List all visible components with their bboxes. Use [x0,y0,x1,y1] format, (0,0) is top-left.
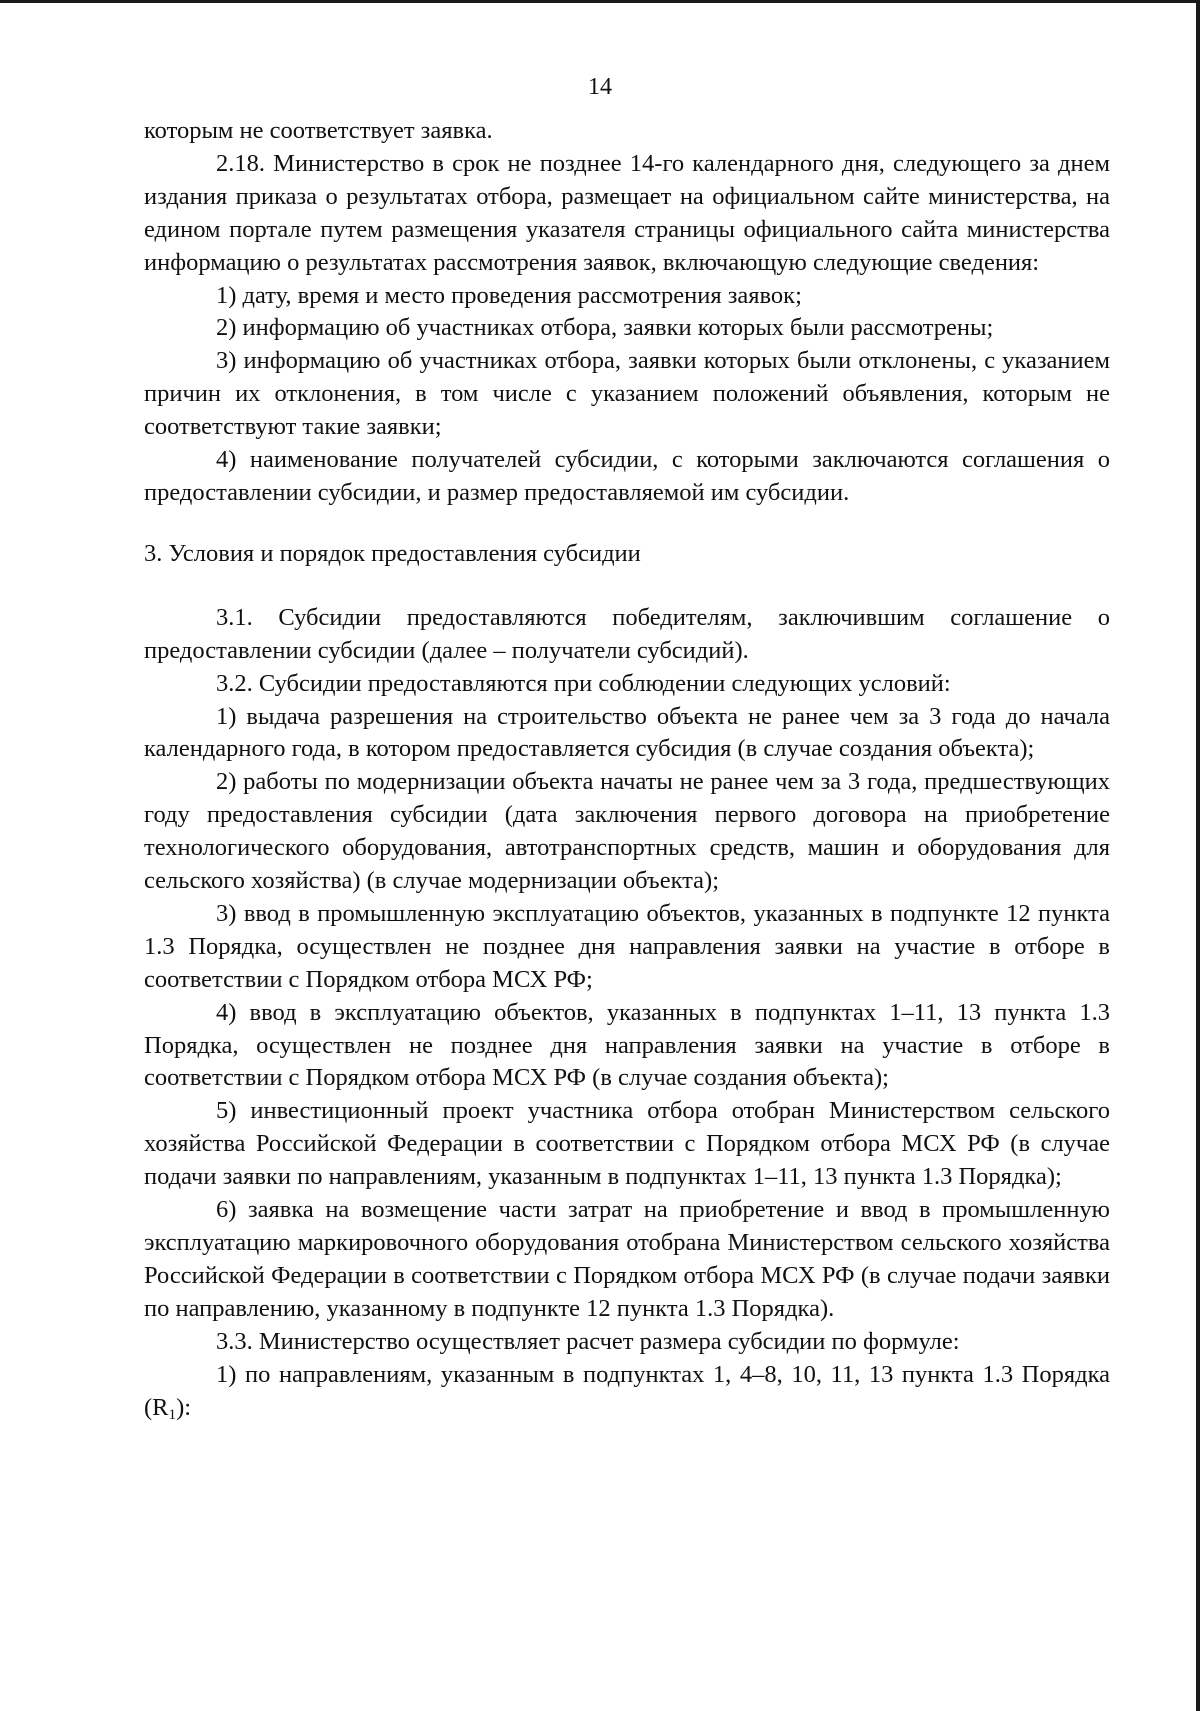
scan-border-right [1196,0,1200,1711]
list-item-2-18-2: 2) информацию об участниках отбора, заявки которых были рассмотрены; [216,314,994,342]
list-item-2-18-4: 4) наименование получателей субсидии, с которыми заключаются соглашения о предоставлении субсидии, и размер предоставляемой им субсидии. [144,446,1110,506]
paragraph-3-3: 3.3. Министерство осуществляет расчет размера субсидии по формуле: [216,1327,960,1355]
paragraph-3-2: 3.2. Субсидии предоставляются при соблюдении следующих условий: [216,669,951,697]
paragraph-continuation: которым не соответствует заявка. [144,117,493,144]
list-item-3-2-6: 6) заявка на возмещение части затрат на приобретение и ввод в промышленную эксплуатацию маркировочного оборудования отобрана Министерством сельского хозяйства Российской Федерации в соответствии с Порядком отбора МСХ РФ (в случае подачи заявки по направлению, указанному в подпункте 12 пункта 1.3 Порядка). [144,1196,1110,1322]
list-item-2-18-3: 3) информацию об участниках отбора, заявки которых были отклонены, с указанием причин их отклонения, в том числе с указанием положений объявления, которым не соответствуют такие заявки; [144,347,1110,441]
list-item-3-3-1-text: 1) по направлениям, указанным в подпунктах 1, 4–8, 10, 11, 13 пункта 1.3 Порядка (R [144,1360,1110,1421]
list-item-3-2-1: 1) выдача разрешения на строительство объекта не ранее чем за 3 года до начала календарного года, в котором предоставляется субсидия (в случае создания объекта); [144,702,1110,763]
list-item-3-3-1-tail: ): [176,1393,192,1421]
list-item-3-2-4: 4) ввод в эксплуатацию объектов, указанных в подпунктах 1–11, 13 пункта 1.3 Порядка, осуществлен не позднее дня направления заявки на участие в отборе в соответствии с Порядком отбора МСХ РФ (в случае создания объекта); [144,998,1110,1092]
section-heading-3: 3. Условия и порядок предоставления субсидии [144,539,641,567]
list-item-3-2-5: 5) инвестиционный проект участника отбора отобран Министерством сельского хозяйства Российской Федерации в соответствии с Порядком отбора МСХ РФ (в случае подачи заявки по направлениям, указанным в подпунктах 1–11, 13 пункта 1.3 Порядка); [144,1097,1110,1191]
paragraph-2-18: 2.18. Министерство в срок не позднее 14-го календарного дня, следующего за днем издания приказа о результатах отбора, размещает на официальном сайте министерства, на едином портале путем размещения указателя страницы официального сайта министерства информацию о результатах рассмотрения заявок, включающую следующие сведения: [144,149,1110,276]
subscript-index: 1 [168,1405,177,1423]
list-item-3-2-3: 3) ввод в промышленную эксплуатацию объектов, указанных в подпункте 12 пункта 1.3 Порядка, осуществлен не позднее дня направления заявки на участие в отборе в соответствии с Порядком отбора МСХ РФ; [144,899,1110,993]
scan-border-top [0,0,1200,3]
list-item-2-18-1: 1) дату, время и место проведения рассмотрения заявок; [216,281,802,309]
list-item-3-3-1 [144,1359,1110,1425]
list-item-3-2-2: 2) работы по модернизации объекта начаты не ранее чем за 3 года, предшествующих году предоставления субсидии (дата заключения первого договора на приобретение технологического оборудования, автотранспортных средств, машин и оборудования для сельского хозяйства) (в случае модернизации объекта); [144,768,1110,895]
paragraph-3-1: 3.1. Субсидии предоставляются победителям, заключившим соглашение о предоставлении субсидии (далее – получатели субсидий). [144,603,1110,664]
document-body [144,115,1110,1424]
page-number: 14 [588,74,612,100]
